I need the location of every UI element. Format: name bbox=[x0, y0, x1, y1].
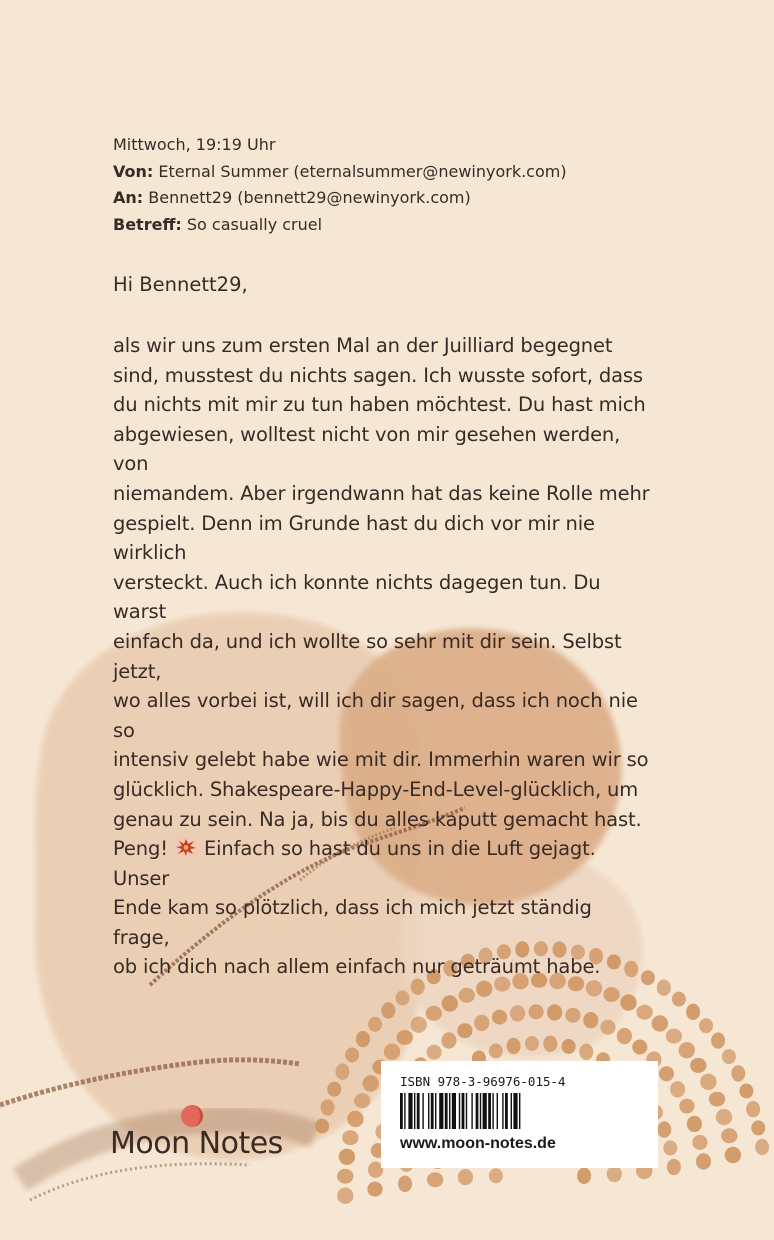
email-body bbox=[113, 331, 653, 982]
barcode-bar bbox=[404, 1093, 405, 1129]
decor-dot bbox=[690, 1058, 706, 1073]
decor-dot bbox=[600, 1020, 615, 1035]
decor-dot bbox=[367, 1182, 382, 1197]
decor-dot bbox=[543, 1036, 557, 1052]
decor-dot bbox=[321, 1099, 335, 1115]
decor-dot bbox=[632, 1040, 647, 1055]
decor-dot bbox=[746, 1101, 760, 1117]
decor-dot bbox=[636, 1005, 652, 1020]
publisher-logo bbox=[110, 1102, 310, 1172]
decor-dot bbox=[427, 1045, 442, 1060]
decor-dot bbox=[565, 1008, 580, 1023]
decor-dot bbox=[579, 1044, 593, 1060]
decor-dot bbox=[474, 1015, 489, 1031]
decor-dot bbox=[725, 1147, 741, 1163]
decor-dot bbox=[663, 1140, 677, 1155]
subject-label: Betreff: bbox=[113, 214, 182, 234]
decor-dot bbox=[607, 1166, 622, 1182]
email-header bbox=[113, 132, 567, 238]
barcode-bar bbox=[480, 1093, 481, 1129]
decor-dot bbox=[657, 1121, 671, 1137]
decor-dot bbox=[396, 991, 410, 1006]
barcode-bar bbox=[435, 1093, 436, 1129]
barcode-bar bbox=[400, 1093, 403, 1129]
barcode-bar bbox=[414, 1093, 415, 1129]
email-greeting: Hi Bennett29, bbox=[113, 273, 248, 296]
decor-dot bbox=[657, 980, 671, 996]
decor-dot bbox=[315, 1119, 329, 1134]
decor-dot bbox=[441, 1032, 456, 1048]
barcode-bar bbox=[505, 1093, 508, 1129]
decor-dot bbox=[547, 1004, 562, 1020]
to-label: An: bbox=[113, 188, 144, 207]
barcode-bar bbox=[428, 1093, 429, 1129]
barcode-bar bbox=[439, 1093, 443, 1129]
decor-dot bbox=[617, 1028, 632, 1044]
website-url: www.moon-notes.de bbox=[400, 1135, 556, 1152]
barcode-bar bbox=[497, 1093, 498, 1129]
isbn-text: ISBN 978-3-96976-015-4 bbox=[400, 1074, 566, 1089]
decor-dot bbox=[525, 1036, 539, 1051]
decor-dot bbox=[489, 1168, 503, 1183]
decor-dot bbox=[476, 981, 492, 997]
barcode-bar bbox=[476, 1093, 479, 1129]
publisher-name: Moon Notes bbox=[110, 1126, 283, 1161]
decor-dot bbox=[586, 980, 602, 996]
barcode-bar bbox=[422, 1093, 423, 1129]
decor-dot bbox=[363, 1075, 379, 1091]
decor-dot bbox=[356, 1031, 370, 1047]
decor-dot bbox=[686, 1004, 700, 1020]
decor-dot bbox=[384, 1044, 400, 1060]
decor-dot bbox=[700, 1074, 716, 1090]
decor-dot bbox=[342, 1130, 358, 1145]
decor-dot bbox=[398, 1176, 412, 1192]
email-body-part1: als wir uns zum ersten Mal an der Juilliard begegnet sind, musstest du nichts sagen. Ich wusste sofort, dass du nichts mit mir zu tun haben möchtest. Du hast mich abgewiesen, wolltest nicht von mir gesehen werden, von niemandem. Aber irgendwann hat das keine Rolle mehr gespielt. Denn im Grunde hast du dich vor mir nie wirklich versteckt. Auch ich konnte nichts dagegen tun. Du warst einfach da, und ich wollte so sehr mit dir sein. Selbst jetzt, wo alles vorbei ist, will ich dir sagen, dass ich noch nie so intensiv gelebt habe wie mit dir. Immerhin waren wir so glücklich. Shakespeare-Happy-End-Level-glücklich, um genau zu sein. Na ja, bis du alles kaputt gemacht hast. Peng! bbox=[113, 334, 650, 861]
decor-dot bbox=[426, 1006, 442, 1021]
decor-dot bbox=[679, 1042, 695, 1058]
barcode-bar bbox=[449, 1093, 450, 1129]
decor-dot bbox=[411, 1016, 427, 1032]
barcode-bar bbox=[431, 1093, 434, 1129]
decor-dot bbox=[368, 1017, 382, 1032]
decor-dot bbox=[347, 1111, 363, 1127]
barcode-bar bbox=[445, 1093, 448, 1129]
barcode-bar bbox=[513, 1093, 517, 1129]
to-value: Bennett29 (bennett29@newinyork.com) bbox=[148, 188, 471, 207]
barcode-bar bbox=[483, 1093, 487, 1129]
decor-dot bbox=[345, 1048, 359, 1063]
barcode-bar bbox=[502, 1093, 503, 1129]
decor-dot bbox=[327, 1082, 341, 1097]
decor-dot bbox=[603, 987, 619, 1002]
decor-dot bbox=[337, 1169, 353, 1184]
decor-dot bbox=[670, 1081, 685, 1097]
decor-dot bbox=[427, 1172, 443, 1187]
decor-dot bbox=[721, 1128, 737, 1143]
collision-icon bbox=[174, 836, 198, 858]
email-date: Mittwoch, 19:19 Uhr bbox=[113, 135, 276, 154]
decor-dot bbox=[722, 1049, 736, 1064]
decor-dot bbox=[336, 1064, 350, 1080]
barcode-bar bbox=[471, 1093, 472, 1129]
decor-dot bbox=[711, 1032, 725, 1048]
subject-value: So casually cruel bbox=[186, 214, 323, 234]
decor-dot bbox=[562, 1039, 576, 1054]
decor-dot bbox=[507, 1038, 521, 1054]
decor-dot bbox=[652, 1015, 668, 1031]
barcode-panel bbox=[381, 1061, 658, 1168]
decor-dot bbox=[397, 1030, 413, 1045]
decor-dot bbox=[458, 1169, 473, 1185]
decor-dot bbox=[755, 1139, 769, 1155]
decor-dot bbox=[751, 1120, 765, 1135]
decor-dot bbox=[337, 1188, 353, 1204]
decor-dot bbox=[442, 995, 458, 1011]
decor-dot bbox=[679, 1099, 694, 1114]
decor-dot bbox=[659, 1066, 674, 1081]
decor-dot bbox=[339, 1149, 355, 1165]
decor-dot bbox=[687, 1116, 702, 1132]
decor-dot bbox=[699, 1018, 713, 1033]
email-subject-row bbox=[113, 212, 567, 239]
barcode-bar bbox=[488, 1093, 491, 1129]
decor-dot bbox=[457, 1023, 472, 1038]
barcode-bar bbox=[492, 1093, 493, 1129]
decor-dot bbox=[667, 1159, 681, 1175]
decor-dot bbox=[489, 1044, 503, 1059]
decor-dot bbox=[620, 994, 636, 1010]
barcode-bar bbox=[459, 1093, 460, 1129]
from-label: Von: bbox=[113, 161, 154, 181]
email-from-row bbox=[113, 159, 567, 186]
decor-dot bbox=[716, 1109, 732, 1125]
decor-dot bbox=[692, 1135, 707, 1150]
decor-dot bbox=[731, 1065, 745, 1081]
email-body-part2: Einfach so hast du uns in die Luft gejagt. Unser Ende kam so plötzlich, dass ich mich jetzt ständig frage, ob ich dich nach allem einfach nur geträumt habe. bbox=[113, 837, 601, 979]
decor-dot bbox=[529, 1004, 544, 1019]
decor-dot bbox=[672, 992, 686, 1007]
barcode-bar bbox=[511, 1093, 512, 1129]
barcode-bar bbox=[462, 1093, 465, 1129]
decor-dot bbox=[459, 988, 475, 1003]
barcode-bar bbox=[519, 1093, 520, 1129]
barcode-bar bbox=[466, 1093, 467, 1129]
decor-dot bbox=[696, 1153, 711, 1169]
barcode-bar bbox=[408, 1093, 412, 1129]
email-to-row bbox=[113, 185, 567, 212]
barcode-bar bbox=[452, 1093, 456, 1129]
decor-dot bbox=[577, 1168, 591, 1184]
decor-dot bbox=[354, 1093, 370, 1108]
decor-dot bbox=[510, 1005, 525, 1021]
decor-dot bbox=[709, 1092, 725, 1107]
decor-dot bbox=[666, 1029, 682, 1044]
from-value: Eternal Summer (eternalsummer@newinyork.com) bbox=[158, 161, 567, 181]
barcode-bar bbox=[417, 1093, 420, 1129]
barcode-graphic bbox=[400, 1093, 570, 1129]
decor-dot bbox=[739, 1084, 753, 1099]
decor-dot bbox=[492, 1010, 507, 1025]
decor-dot bbox=[381, 1002, 395, 1018]
decor-dot bbox=[583, 1012, 598, 1028]
